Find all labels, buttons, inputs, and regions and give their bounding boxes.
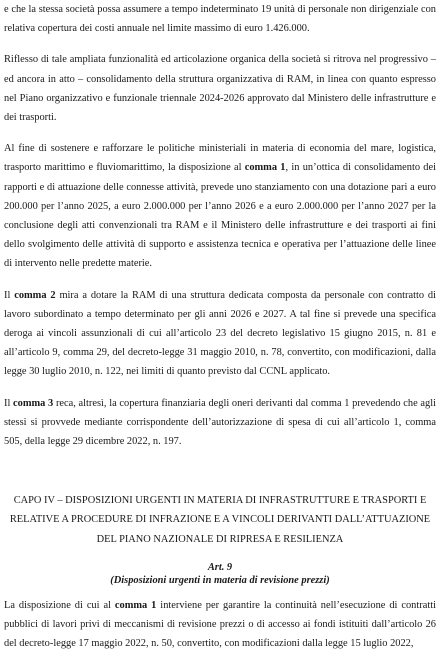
paragraph-4-text-b: mira a dotare la RAM di una struttura dedicata composta da personale con contratto di lavoro subordinato a tempo determinato per gli anni 2026 e 2027. A tal fine si prevede una specifica deroga ai vincoli assunzionali di cui all’articolo 23 del decreto legislativo 15 giugno 2015, n. 81 e all’articolo 9, comma 29, del decreto-legge 31 maggio 2010, n. 78, convertito, con modificazioni, dalla legge 30 luglio 2010, n. 122, nei limiti di quanto previsto dal CCNL applicato. [4, 289, 437, 378]
article-subtitle: (Disposizioni urgenti in materia di revisione prezzi) [110, 575, 330, 587]
spacer [4, 274, 436, 286]
paragraph-1-text: e che la stessa società possa assumere a tempo indeterminato 19 unità di personale non dirigenziale con relativa copertura dei costi annuale nel limite massimo di euro 1.426.000. [4, 4, 436, 35]
paragraph-3-text-a: Al fine di sostenere e rafforzare le politiche ministeriali in materia di economia del mare, logistica, trasporto marittimo e fluviomarittimo, la disposizione al [4, 143, 436, 174]
paragraph-3 [4, 139, 436, 273]
paragraph-4 [4, 286, 436, 382]
chapter-heading: CAPO IV – DISPOSIZIONI URGENTI IN MATERIA DI INFRASTRUTTURE E TRASPORTI E RELATIVE A PROCEDURE DI INFRAZIONE E A VINCOLI DERIVANTI DALL’ATTUAZIONE DEL PIANO NAZIONALE DI RIPRESA E RESILIENZA [9, 495, 431, 545]
article-paragraph-1 [4, 596, 436, 651]
paragraph-4-text-a: Il [4, 289, 15, 301]
paragraph-5-text-a: Il [4, 397, 14, 409]
spacer [4, 38, 436, 50]
article-paragraph-text-a: La disposizione di cui al [4, 599, 115, 611]
article-number: Art. 9 [207, 561, 233, 573]
paragraph-5 [4, 394, 436, 452]
spacer [4, 382, 436, 394]
paragraph-3-bold-comma: comma 1 [244, 162, 286, 174]
paragraph-2 [4, 50, 436, 127]
paragraph-4-bold-comma: comma 2 [14, 289, 56, 301]
spacer [4, 588, 436, 596]
paragraph-1 [4, 0, 436, 38]
paragraph-5-bold-comma: comma 3 [13, 397, 54, 409]
paragraph-2-text: Riflesso di tale ampliata funzionalità ed articolazione organica della società si ritrova nel progressivo – ed ancora in atto – consolidamento della struttura organizzativa di RAM, in linea con quanto espresso nel Piano organizzativo e funzionale triennale 2024-2026 approvato dal Ministero delle infrastrutture e dei trasporti. [4, 54, 436, 124]
paragraph-3-text-b: , in un’ottica di consolidamento dei rapporti e di attuazione delle connesse attività, prevede uno stanziamento con una dotazione pari a euro 200.000 per l’anno 2025, a euro 2.000.000 per l’anno 2026 e a euro 2.000.000 per l’anno 2027 per la conclusione degli atti convenzionali tra RAM e il Ministero delle infrastrutture e dei trasporti ai fini dello svolgimento delle attività di supporto e assistenza tecnica e operativa per l’attuazione delle linee di intervento nelle predette materie. [4, 162, 436, 270]
spacer [4, 127, 436, 139]
article-paragraph-text-b: interviene per garantire la continuità nell’esecuzione di contratti pubblici di lavori privi di meccanismi di revisione prezzi o di accesso ai fondi istituiti dall’articolo 26 del decreto-legge 17 maggio 2022, n. 50, convertito, con modificazioni dalla legge 15 luglio 2022, [4, 599, 437, 650]
paragraph-5-text-b: reca, altresì, la copertura finanziaria degli oneri derivanti dal comma 1 prevedendo che agli stessi si provvede mediante corrispondente dell’autorizzazione di spesa di cui all’articolo 1, comma 505, della legge 29 dicembre 2022, n. 197. [4, 397, 436, 448]
spacer-large [4, 451, 436, 491]
article-paragraph-bold-comma: comma 1 [114, 599, 157, 611]
